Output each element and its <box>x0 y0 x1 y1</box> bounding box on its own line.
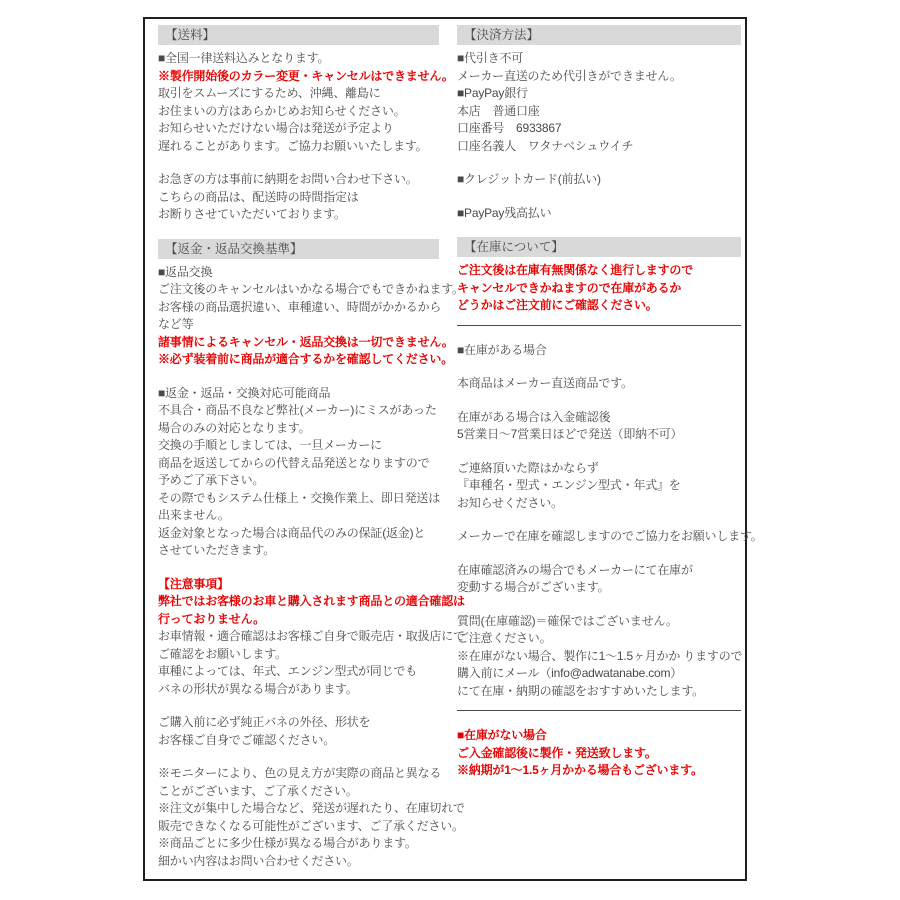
section-header: 【決済方法】 <box>457 25 741 45</box>
text-line: ■クレジットカード(前払い) <box>457 172 601 186</box>
spacer <box>457 189 741 205</box>
text-line: させていただきます。 <box>158 543 276 557</box>
section-header: 【送料】 <box>158 25 439 45</box>
text-line: キャンセルできかねますので在庫があるか <box>457 280 682 295</box>
text-line: ことがございます、ご了承ください。 <box>158 783 358 798</box>
text-line: 口座番号 6933867 <box>457 121 562 135</box>
text-line: 購入前にメール（info@adwatanabe.com） <box>457 666 683 680</box>
text-line: ご確認をお願いします。 <box>158 646 287 661</box>
text-line: 販売できなくなる可能性がございます、ご了承ください。 <box>158 818 464 833</box>
spacer <box>457 393 741 409</box>
text-line: ご購入前に必ず純正バネの外径、形状を <box>158 715 371 729</box>
text-line: お客様の商品選択違い、車種違い、時間がかかるから <box>158 299 442 314</box>
text-line: ※在庫がない場合、製作に1〜1.5ヶ月かか りますので <box>457 648 743 663</box>
spacer <box>457 512 741 528</box>
section <box>158 25 454 224</box>
text-line: その際でもシステム仕様上・交換作業上、即日発送は <box>158 490 441 505</box>
text-line: ご入金確認後に製作・発送致します。 <box>457 745 657 760</box>
text-line: など等 <box>158 317 194 331</box>
text-line: お客様ご自身でご確認ください。 <box>158 732 336 747</box>
text-line: 不具合・商品不良など弊社(メーカー)にミスがあった <box>158 403 437 417</box>
text-line: お車情報・適合確認はお客様ご自身で販売店・取扱店にて <box>158 629 465 643</box>
text-line: ご注文後のキャンセルはいかなる場合でもできかねます。 <box>158 282 464 296</box>
text-line: ■在庫がない場合 <box>457 728 547 742</box>
right-column <box>457 25 763 870</box>
text-line: 『車種名・型式・エンジン型式・年式』を <box>457 478 681 492</box>
section <box>158 239 465 871</box>
text-line: ※注文が集中した場合など、発送が遅れたり、在庫切れで <box>158 801 465 815</box>
text-line: 遅れることがあります。ご協力お願いいたします。 <box>158 138 428 153</box>
text-line: 口座名義人 ワタナベシュウイチ <box>457 138 634 153</box>
spacer <box>457 444 741 460</box>
text-line: 【注意事項】 <box>158 576 229 591</box>
text-line: 本店 普通口座 <box>457 103 540 118</box>
text-line: お知らせいただけない場合は発送が予定より <box>158 121 394 135</box>
text-line: お断りさせていただいております。 <box>158 207 346 221</box>
info-panel <box>143 17 763 881</box>
spacer <box>158 369 439 385</box>
text-line: メーカーで在庫を確認しますのでご協力をお願いします。 <box>457 529 763 543</box>
text-line: 在庫がある場合は入金確認後 <box>457 409 611 424</box>
text-line: ご連絡頂いた際はかならず <box>457 460 599 475</box>
text-line: バネの形状が異なる場合があります。 <box>158 681 358 696</box>
text-line: ※モニターにより、色の見え方が実際の商品と異なる <box>158 766 442 780</box>
text-line: ■代引き不可 <box>457 51 524 65</box>
text-line: 出来ません。 <box>158 508 230 522</box>
text-line: ※納期が1〜1.5ヶ月かかる場合もございます。 <box>457 763 703 777</box>
text-line: お住まいの方はあらかじめお知らせください。 <box>158 103 406 118</box>
text-line: ご注文後は在庫有無関係なく進行しますので <box>457 263 694 277</box>
section <box>457 237 763 780</box>
text-line: 商品を返送してからの代替え品発送となりますので <box>158 455 430 470</box>
text-line: 返金対象となった場合は商品代のみの保証(返金)と <box>158 525 426 540</box>
left-column <box>158 25 465 870</box>
section-header: 【返金・返品交換基準】 <box>158 239 439 259</box>
text-line: 場合のみの対応となります。 <box>158 420 311 435</box>
text-line: ※商品ごとに多少仕様が異なる場合があります。 <box>158 836 417 850</box>
text-line: ■全国一律送料込みとなります。 <box>158 51 330 65</box>
text-line: 変動する場合がございます。 <box>457 580 610 594</box>
text-line: ■返金・返品・交換対応可能商品 <box>158 385 331 400</box>
text-line: にて在庫・納期の確認をおすすめいたします。 <box>457 683 704 698</box>
spacer <box>158 155 439 171</box>
text-line: ※製作開始後のカラー変更・キャンセルはできません。 <box>158 68 454 83</box>
spacer <box>457 597 741 613</box>
text-line: 取引をスムーズにするため、沖縄、離島に <box>158 86 381 100</box>
text-line: ■PayPay銀行 <box>457 86 528 100</box>
text-line: お知らせください。 <box>457 495 563 510</box>
text-line: ■在庫がある場合 <box>457 342 547 357</box>
text-line: メーカー直送のため代引きができません。 <box>457 68 682 83</box>
spacer <box>158 749 439 765</box>
spacer <box>158 560 439 576</box>
text-line: 本商品はメーカー直送商品です。 <box>457 376 633 390</box>
spacer <box>457 155 741 171</box>
text-line: 諸事情によるキャンセル・返品交換は一切できません。 <box>158 334 454 349</box>
text-line: 弊社ではお客様のお車と購入されます商品との適合確認は <box>158 594 465 608</box>
section-header: 【在庫について】 <box>457 237 741 257</box>
spacer <box>158 698 439 714</box>
text-line: 予めご了承下さい。 <box>158 473 265 487</box>
text-line: 交換の手順としましては、一旦メーカーに <box>158 438 382 452</box>
text-line: 細かい内容はお問い合わせください。 <box>158 853 359 868</box>
divider-line <box>457 325 741 326</box>
text-line: ご注意ください。 <box>457 631 552 645</box>
text-line: ■PayPay残高払い <box>457 205 552 220</box>
text-line: 車種によっては、年式、エンジン型式が同じでも <box>158 664 418 678</box>
text-line: 行っておりません。 <box>158 611 265 626</box>
text-line: ※必ず装着前に商品が適合するかを確認してください。 <box>158 352 454 366</box>
text-line: ■返品交換 <box>158 264 213 279</box>
text-line: 在庫確認済みの場合でもメーカーにて在庫が <box>457 562 693 577</box>
text-line: 5営業日〜7営業日ほどで発送（即納不可） <box>457 427 683 441</box>
divider-line <box>457 710 741 711</box>
text-line: こちらの商品は、配送時の時間指定は <box>158 189 359 204</box>
text-line: お急ぎの方は事前に納期をお問い合わせ下さい。 <box>158 172 418 186</box>
text-line: 質問(在庫確認)＝確保ではございません。 <box>457 613 678 628</box>
spacer <box>457 359 741 375</box>
section <box>457 25 741 222</box>
two-column-layout <box>145 19 763 870</box>
text-line: どうかはご注文前にご確認ください。 <box>457 298 658 312</box>
spacer <box>457 546 741 562</box>
